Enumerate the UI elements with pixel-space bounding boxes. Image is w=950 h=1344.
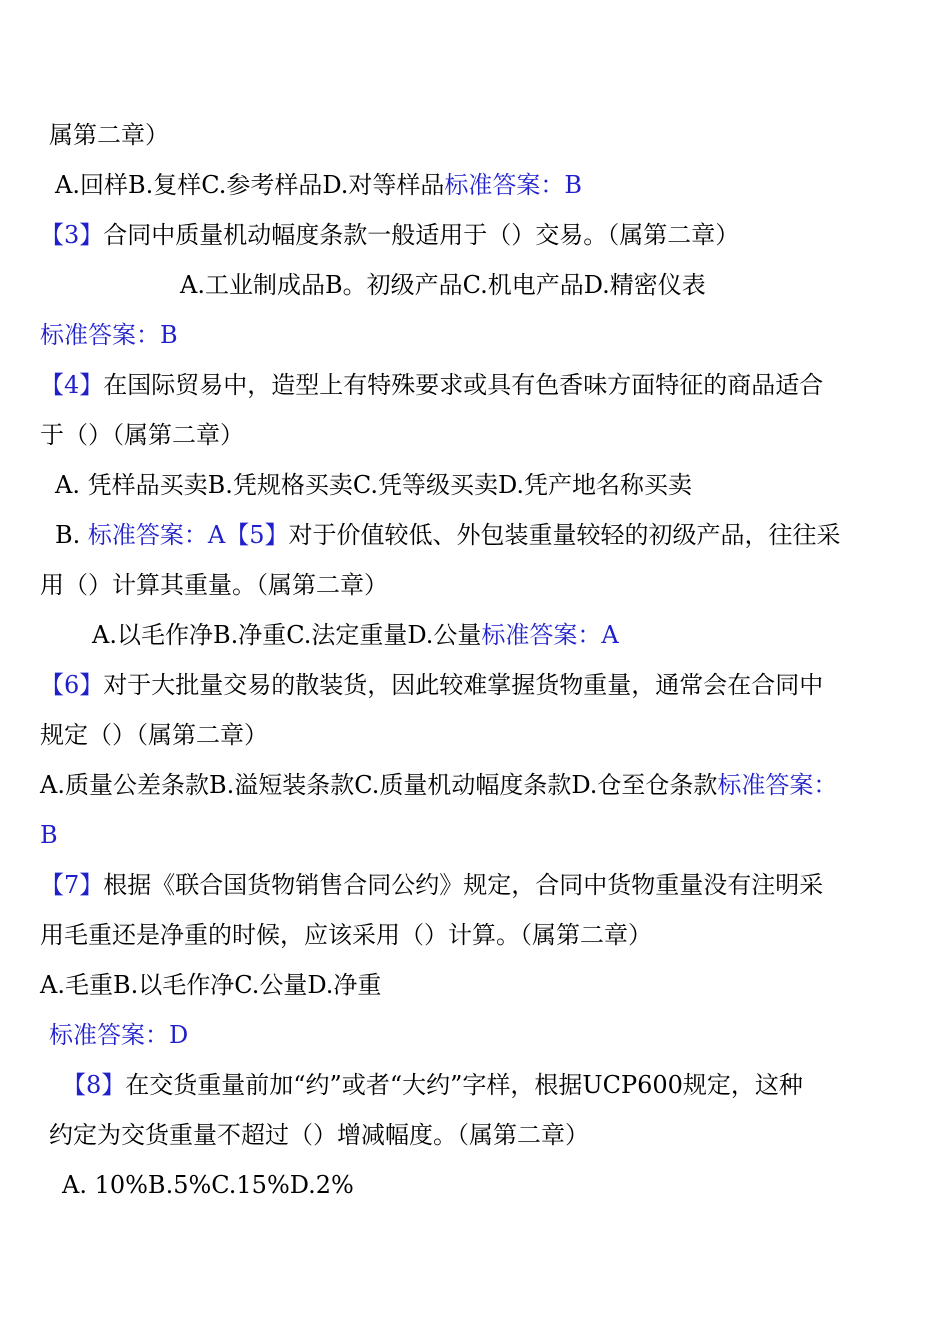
text-line (40, 868, 823, 902)
question-text: 对于价值较低、外包装重量较轻的初级产品，往往采 (288, 521, 841, 549)
text-line (40, 218, 739, 252)
option-label: B. (55, 521, 88, 549)
question-text: 用毛重还是净重的时候，应该采用（）计算。（属第二章） (40, 921, 652, 949)
answer-text: 标准答案：A (481, 621, 619, 649)
question-number: 【8】 (62, 1071, 126, 1099)
answer-text: 标准答案：D (49, 1021, 189, 1049)
text-line (92, 618, 619, 652)
answer-text: 标准答案：B (444, 171, 583, 199)
question-text: 在国际贸易中，造型上有特殊要求或具有色香味方面特征的商品适合 (103, 371, 824, 399)
question-number: 【4】 (40, 371, 104, 399)
answer-text: 标准答案：B (40, 321, 178, 349)
text-line (40, 968, 381, 1002)
text-line (40, 418, 244, 452)
text-line (40, 318, 178, 352)
text-line (40, 368, 823, 402)
text-line (40, 768, 837, 802)
options-text: A.工业制成品B。初级产品C.机电产品D.精密仪表 (180, 271, 706, 299)
text-line (55, 468, 692, 502)
question-text: 于（）（属第二章） (40, 421, 244, 449)
question-text: 约定为交货重量不超过（）增减幅度。（属第二章） (49, 1121, 589, 1149)
options-text: A.回样B.复样C.参考样品D.对等样品 (55, 171, 445, 199)
options-text: A.以毛作净B.净重C.法定重量D.公量 (92, 621, 482, 649)
answer-text: B (40, 821, 58, 849)
text-line (40, 918, 652, 952)
question-number: 【6】 (40, 671, 104, 699)
text-line (55, 168, 582, 202)
question-text: 在交货重量前加“约”或者“大约”字样，根据UCP600规定，这种 (125, 1071, 803, 1099)
question-text: 对于大批量交易的散装货，因此较难掌握货物重量，通常会在合同中 (103, 671, 824, 699)
options-text: A. 10%B.5%C.15%D.2% (62, 1171, 354, 1199)
options-text: A.毛重B.以毛作净C.公量D.净重 (40, 971, 382, 999)
text-line (55, 518, 841, 552)
options-text: A. 凭样品买卖B.凭规格买卖C.凭等级买卖D.凭产地名称买卖 (55, 471, 693, 499)
question-number: 【7】 (40, 871, 104, 899)
text-line (180, 268, 706, 302)
text-line (62, 1068, 803, 1102)
question-number: 【3】 (40, 221, 104, 249)
question-text: 合同中质量机动幅度条款一般适用于（）交易。（属第二章） (103, 221, 740, 249)
text-line (62, 1168, 354, 1202)
question-text: 根据《联合国货物销售合同公约》规定，合同中货物重量没有注明采 (103, 871, 824, 899)
text-line (40, 668, 823, 702)
answer-text: 标准答案：A (87, 521, 226, 549)
text-line (49, 118, 169, 152)
question-text: 规定（）（属第二章） (40, 721, 268, 749)
question-number: 【5】 (225, 521, 289, 549)
question-text: 用（）计算其重量。（属第二章） (40, 571, 388, 599)
text-line (49, 1018, 188, 1052)
text-line (40, 718, 268, 752)
text-line (49, 1118, 589, 1152)
text-line (40, 568, 388, 602)
options-text: A.质量公差条款B.溢短装条款C.质量机动幅度条款D.仓至仓条款 (40, 771, 718, 799)
line-text: 属第二章） (49, 121, 169, 149)
text-line (40, 818, 58, 852)
answer-text: 标准答案： (717, 771, 838, 799)
